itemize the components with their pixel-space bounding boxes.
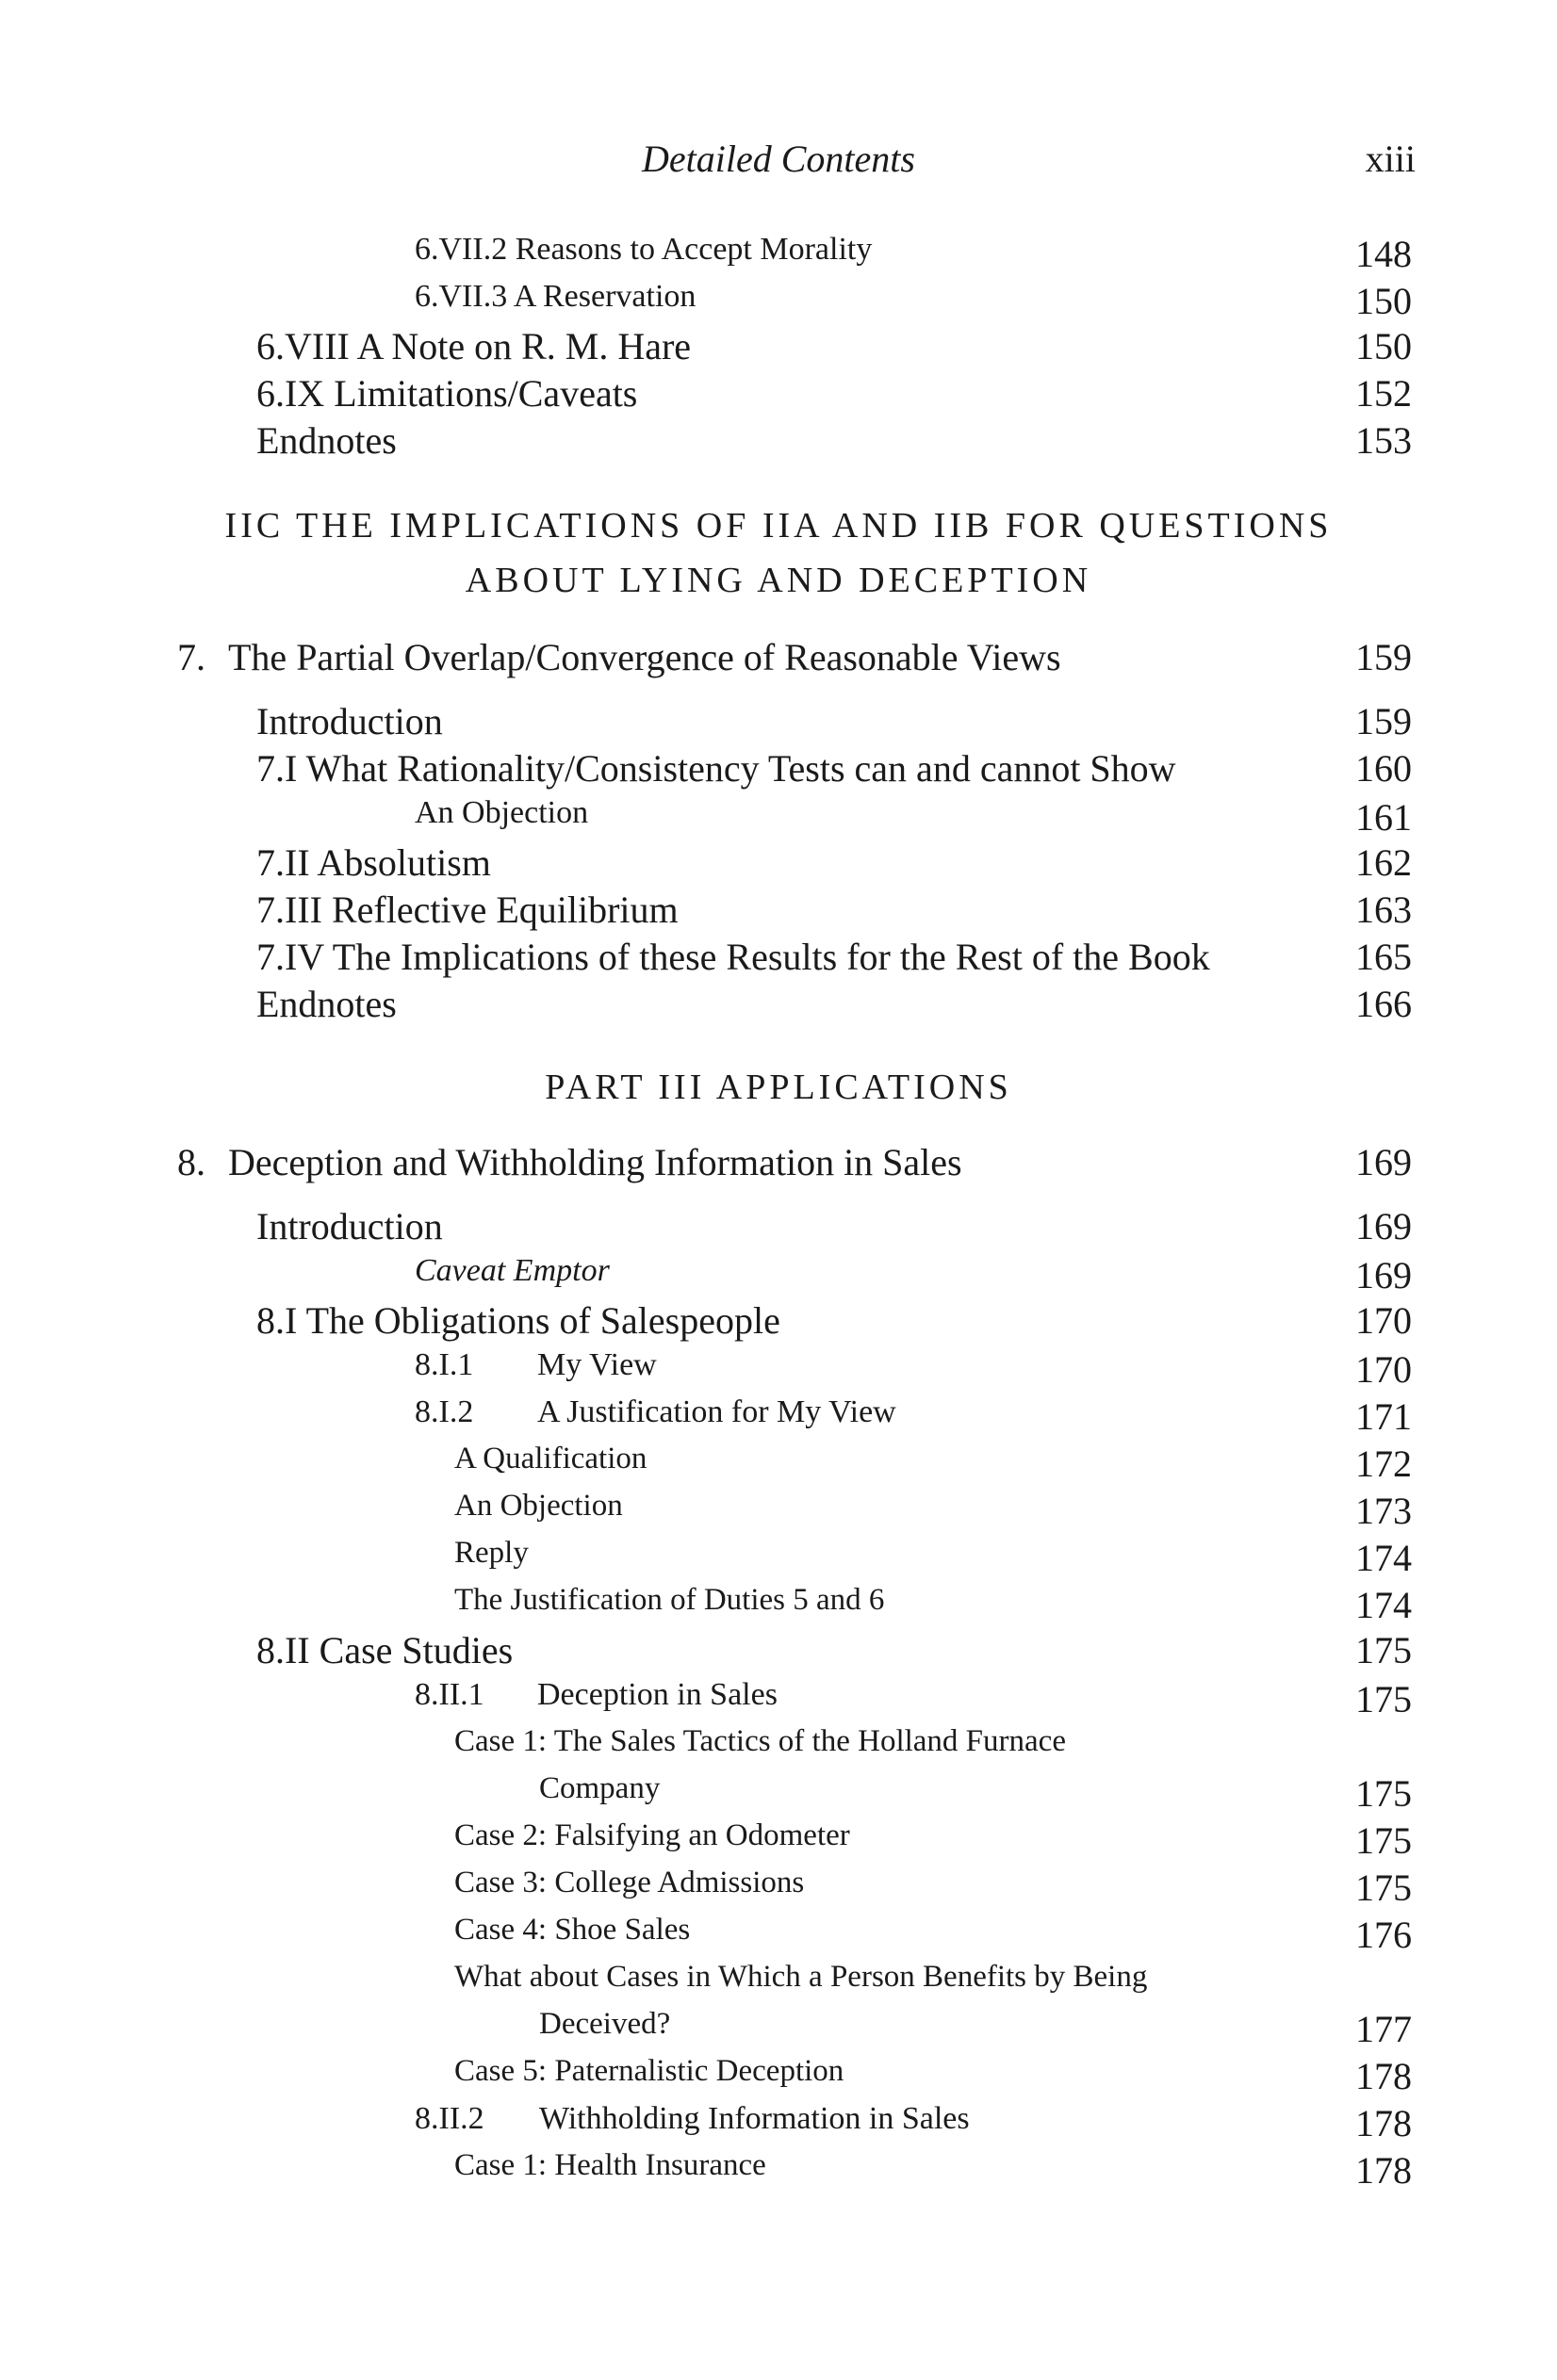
toc-entry-page: 166 — [1355, 983, 1412, 1025]
toc-entry[interactable] — [0, 1724, 1557, 1769]
toc-entry-page: 175 — [1355, 1629, 1412, 1671]
chapter-title: The Partial Overlap/Convergence of Reasonable Views — [228, 636, 1061, 678]
toc-entry-title: 6.VIII A Note on R. M. Hare — [256, 325, 692, 367]
toc-entry-title: The Justification of Duties 5 and 6 — [454, 1583, 885, 1617]
toc-entry-title: 7.II Absolutism — [256, 841, 491, 884]
toc-entry[interactable] — [0, 1204, 1557, 1249]
toc-entry-page: 178 — [1355, 2055, 1412, 2097]
toc-entry-title: Case 1: The Sales Tactics of the Holland Furnace — [454, 1724, 1066, 1758]
toc-entry[interactable] — [0, 1489, 1557, 1534]
toc-entry-page: 162 — [1355, 841, 1412, 884]
toc-entry-number: 8.I.1 — [415, 1347, 474, 1382]
toc-entry-page: 174 — [1355, 1537, 1412, 1579]
toc-entry-title: 7.I What Rationality/Consistency Tests can and cannot Show — [256, 747, 1176, 790]
toc-entry-title: Case 1: Health Insurance — [454, 2148, 766, 2182]
toc-entry-title: Endnotes — [256, 419, 397, 462]
toc-entry[interactable] — [0, 1298, 1557, 1344]
chapter-entry[interactable] — [0, 635, 1557, 680]
toc-entry[interactable] — [0, 371, 1557, 416]
toc-entry[interactable] — [0, 1866, 1557, 1911]
toc-entry-page: 175 — [1355, 1819, 1412, 1862]
toc-entry-title: 6.VII.2 Reasons to Accept Morality — [415, 232, 873, 267]
toc-entry-number: 8.II.2 — [415, 2101, 484, 2136]
toc-entry-title: Endnotes — [256, 983, 397, 1025]
toc-entry-page: 169 — [1355, 1254, 1412, 1296]
toc-entry[interactable] — [0, 1913, 1557, 1958]
toc-entry-page: 153 — [1355, 419, 1412, 462]
toc-entry-title: 8.II Case Studies — [256, 1629, 514, 1671]
toc-entry[interactable] — [0, 1960, 1557, 2005]
toc-entry[interactable] — [0, 1628, 1557, 1673]
toc-entry[interactable] — [0, 279, 1557, 324]
toc-entry-title: Caveat Emptor — [415, 1253, 610, 1288]
chapter-number: 7. — [177, 636, 205, 678]
toc-entry-page: 178 — [1355, 2149, 1412, 2192]
toc-entry[interactable] — [0, 2148, 1557, 2193]
toc-entry-title: 6.IX Limitations/Caveats — [256, 372, 638, 415]
toc-entry-title: Case 5: Paternalistic Deception — [454, 2054, 844, 2088]
toc-entry-page: 176 — [1355, 1914, 1412, 1956]
toc-entry-title-continued: Deceived? — [539, 2007, 671, 2041]
chapter-page: 169 — [1355, 1141, 1412, 1183]
toc-entry-page: 175 — [1355, 1772, 1412, 1815]
toc-entry[interactable] — [0, 418, 1557, 464]
running-head-page-number: xiii — [1365, 138, 1416, 180]
toc-entry[interactable] — [0, 1442, 1557, 1487]
toc-entry-title: Case 2: Falsifying an Odometer — [454, 1818, 850, 1852]
toc-entry-page: 175 — [1355, 1867, 1412, 1909]
toc-entry-page: 150 — [1355, 280, 1412, 322]
toc-entry-page: 171 — [1355, 1395, 1412, 1438]
toc-entry-title: What about Cases in Which a Person Benefits by Being — [454, 1960, 1148, 1994]
toc-entry[interactable] — [0, 1253, 1557, 1298]
toc-entry-page: 163 — [1355, 888, 1412, 931]
toc-entry-title: 6.VII.3 A Reservation — [415, 279, 697, 314]
toc-entry-title-continued: Company — [539, 1771, 661, 1805]
toc-entry-page: 175 — [1355, 1678, 1412, 1720]
toc-entry-continuation[interactable] — [0, 2007, 1557, 2052]
toc-entry-page: 177 — [1355, 2008, 1412, 2050]
toc-entry-page: 174 — [1355, 1584, 1412, 1626]
toc-entry[interactable] — [0, 1818, 1557, 1864]
toc-entry-title: A Justification for My View — [537, 1394, 896, 1429]
toc-entry-title: 8.I The Obligations of Salespeople — [256, 1299, 780, 1342]
toc-entry-page: 170 — [1355, 1348, 1412, 1391]
toc-entry-page: 159 — [1355, 700, 1412, 742]
toc-entry-title: 7.III Reflective Equilibrium — [256, 888, 679, 931]
chapter-title: Deception and Withholding Information in Sales — [228, 1141, 962, 1183]
toc-entry-page: 161 — [1355, 796, 1412, 839]
toc-entry-title: Reply — [454, 1536, 529, 1570]
toc-entry-title: An Objection — [454, 1489, 623, 1523]
toc-entry[interactable] — [0, 1677, 1557, 1722]
toc-entry[interactable] — [0, 324, 1557, 369]
toc-entry-title: My View — [537, 1347, 657, 1382]
toc-entry-title: Case 4: Shoe Sales — [454, 1913, 691, 1947]
toc-entry[interactable] — [0, 1394, 1557, 1440]
toc-entry-title: An Objection — [415, 795, 589, 830]
chapter-page: 159 — [1355, 636, 1412, 678]
toc-entry[interactable] — [0, 1583, 1557, 1628]
toc-entry[interactable] — [0, 888, 1557, 933]
toc-entry[interactable] — [0, 1347, 1557, 1393]
toc-entry[interactable] — [0, 2054, 1557, 2099]
chapter-number: 8. — [177, 1141, 205, 1183]
part-heading-line1: IIC THE IMPLICATIONS OF IIA AND IIB FOR QUESTIONS — [224, 506, 1333, 546]
toc-entry[interactable] — [0, 840, 1557, 886]
toc-entry[interactable] — [0, 232, 1557, 277]
toc-entry-page: 148 — [1355, 233, 1412, 275]
toc-entry-number: 8.I.2 — [415, 1394, 474, 1429]
toc-entry-title: A Qualification — [454, 1442, 647, 1475]
toc-entry-title: Withholding Information in Sales — [539, 2101, 970, 2136]
toc-entry-page: 169 — [1355, 1205, 1412, 1247]
running-head-title: Detailed Contents — [642, 138, 915, 180]
toc-entry[interactable] — [0, 699, 1557, 744]
toc-entry-title: Introduction — [256, 700, 443, 742]
toc-entry-continuation[interactable] — [0, 1771, 1557, 1817]
toc-entry[interactable] — [0, 746, 1557, 791]
toc-entry-page: 150 — [1355, 325, 1412, 367]
toc-entry-page: 170 — [1355, 1299, 1412, 1342]
chapter-entry[interactable] — [0, 1140, 1557, 1185]
toc-entry[interactable] — [0, 982, 1557, 1027]
part-heading-line2: ABOUT LYING AND DECEPTION — [465, 561, 1092, 600]
toc-entry-title: 7.IV The Implications of these Results for the Rest of the Book — [256, 936, 1210, 978]
toc-entry-page: 165 — [1355, 936, 1412, 978]
toc-entry[interactable] — [0, 1536, 1557, 1581]
toc-entry-page: 178 — [1355, 2102, 1412, 2144]
toc-entry[interactable] — [0, 2101, 1557, 2146]
toc-entry-page: 160 — [1355, 747, 1412, 790]
toc-entry[interactable] — [0, 935, 1557, 980]
toc-entry-page: 173 — [1355, 1490, 1412, 1532]
toc-entry-title: Deception in Sales — [537, 1677, 778, 1712]
toc-entry-number: 8.II.1 — [415, 1677, 484, 1712]
toc-entry-page: 172 — [1355, 1443, 1412, 1485]
toc-entry-title: Case 3: College Admissions — [454, 1866, 805, 1899]
part-heading: PART III APPLICATIONS — [545, 1068, 1012, 1107]
toc-entry-title: Introduction — [256, 1205, 443, 1247]
toc-entry[interactable] — [0, 795, 1557, 840]
toc-entry-page: 152 — [1355, 372, 1412, 415]
